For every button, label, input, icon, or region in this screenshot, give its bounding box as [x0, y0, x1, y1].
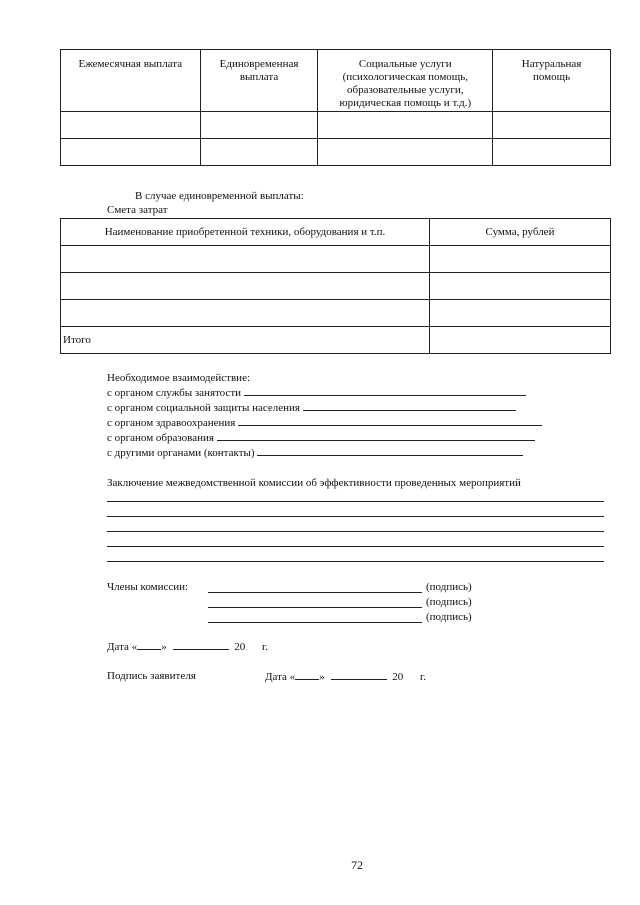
commission-label: Члены комиссии: — [107, 581, 189, 593]
interaction-label: с органом образования — [107, 432, 214, 444]
employment-input-line[interactable] — [244, 385, 526, 396]
page-number: 72 — [351, 858, 363, 872]
estimate-header-row — [61, 219, 611, 246]
one-time-heading: В случае единовременной выплаты: — [135, 190, 304, 202]
table-cell[interactable] — [61, 300, 430, 327]
signature-caption: (подпись) — [426, 581, 472, 593]
table-cell[interactable] — [200, 112, 318, 139]
table-cell[interactable] — [318, 139, 493, 166]
date-open-quote: Дата « — [265, 671, 296, 683]
header-social-services: Социальные услуги (психологическая помощь, образовательные услуги, юридическая помощь и т.д.) — [318, 50, 493, 112]
header-monthly-payment: Ежемесячная выплата — [61, 50, 201, 112]
conclusion-line[interactable] — [107, 561, 604, 562]
table-row — [61, 300, 611, 327]
year-suffix: г. — [261, 641, 268, 653]
interaction-education — [107, 430, 542, 445]
table-cell[interactable] — [200, 139, 318, 166]
social-input-line[interactable] — [303, 400, 516, 411]
interaction-label: с органом социальной защиты населения — [107, 402, 300, 414]
year-prefix: 20 — [392, 671, 404, 683]
payments-table — [60, 49, 611, 166]
conclusion-line[interactable] — [107, 546, 604, 547]
total-row — [61, 327, 611, 354]
header-one-time-payment: Единовременная выплата — [200, 50, 318, 112]
interaction-other — [107, 445, 542, 460]
estimate-label: Смета затрат — [107, 204, 168, 216]
day-input-line[interactable] — [137, 639, 161, 650]
table-cell[interactable] — [61, 139, 201, 166]
day-input-line[interactable] — [295, 669, 319, 680]
conclusion-heading: Заключение межведомственной комиссии об эффективности проведенных мероприятий — [107, 477, 521, 489]
table-cell[interactable] — [318, 112, 493, 139]
conclusion-line[interactable] — [107, 516, 604, 517]
year-prefix: 20 — [234, 641, 246, 653]
interaction-employment — [107, 385, 542, 400]
commission-signature-line[interactable] — [208, 607, 422, 608]
education-input-line[interactable] — [217, 430, 535, 441]
total-sum-cell[interactable] — [429, 327, 610, 354]
interaction-heading: Необходимое взаимодействие: — [107, 372, 251, 384]
applicant-signature-label: Подпись заявителя — [107, 670, 196, 682]
table-cell[interactable] — [429, 246, 610, 273]
table-cell[interactable] — [61, 112, 201, 139]
interaction-label: с другими органами (контакты) — [107, 447, 255, 459]
signature-caption: (подпись) — [426, 611, 472, 623]
interaction-label: с органом службы занятости — [107, 387, 242, 399]
table-cell[interactable] — [493, 112, 611, 139]
date-close-quote: » — [319, 671, 325, 683]
month-input-line[interactable] — [173, 639, 229, 650]
commission-signature-line[interactable] — [208, 622, 422, 623]
conclusion-line[interactable] — [107, 531, 604, 532]
interaction-health — [107, 415, 542, 430]
header-sum: Сумма, рублей — [429, 219, 610, 246]
interaction-label: с органом здравоохранения — [107, 417, 236, 429]
total-label: Итого — [61, 327, 430, 354]
table-row — [61, 246, 611, 273]
table-cell[interactable] — [429, 273, 610, 300]
estimate-table — [60, 218, 611, 354]
table-row — [61, 273, 611, 300]
interaction-block — [107, 371, 542, 460]
table-cell[interactable] — [429, 300, 610, 327]
year-suffix: г. — [419, 671, 426, 683]
table-cell[interactable] — [61, 273, 430, 300]
table-row — [61, 112, 611, 139]
date-open-quote: Дата « — [107, 641, 138, 653]
header-equipment-name: Наименование приобретенной техники, оборудования и т.п. — [61, 219, 430, 246]
other-input-line[interactable] — [257, 445, 523, 456]
table-cell[interactable] — [61, 246, 430, 273]
health-input-line[interactable] — [238, 415, 542, 426]
header-in-kind-aid: Натуральная помощь — [493, 50, 611, 112]
applicant-date-row — [265, 669, 426, 684]
conclusion-line[interactable] — [107, 501, 604, 502]
table-cell[interactable] — [493, 139, 611, 166]
date-close-quote: » — [161, 641, 167, 653]
payments-header-row — [61, 50, 611, 112]
month-input-line[interactable] — [331, 669, 387, 680]
signature-caption: (подпись) — [426, 596, 472, 608]
date-row — [107, 639, 268, 654]
commission-signature-line[interactable] — [208, 592, 422, 593]
table-row — [61, 139, 611, 166]
interaction-social — [107, 400, 542, 415]
